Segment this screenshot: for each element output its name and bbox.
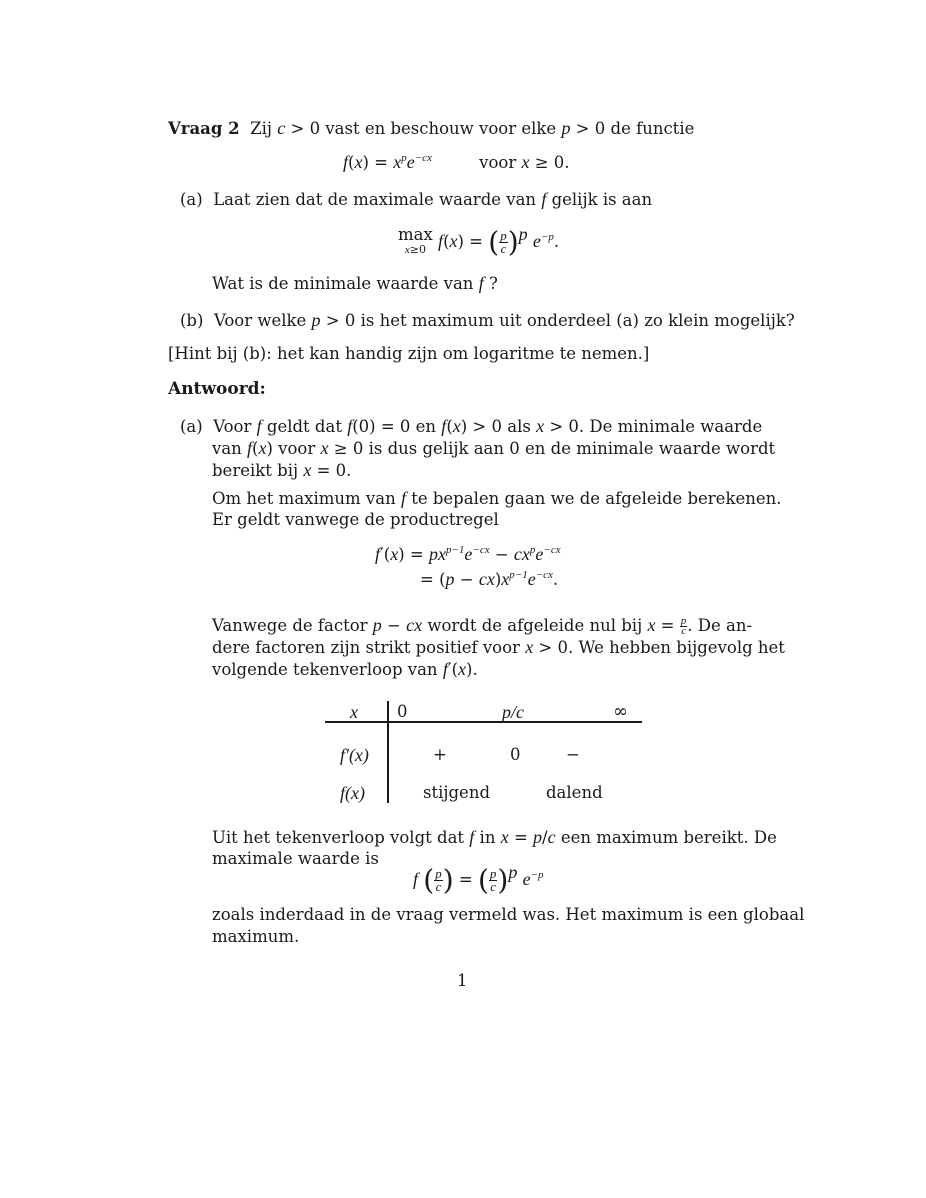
table-increasing: stijgend <box>423 783 491 802</box>
table-row-derivative-label: f′(x) <box>340 745 369 765</box>
table-row-function-label: f(x) <box>340 783 365 803</box>
answer-p5-line1: zoals inderdaad in de vraag vermeld was. Het maximum is een globaal <box>212 905 805 924</box>
answer-p5-line2: maximum. <box>212 927 300 946</box>
table-vertical-rule <box>387 701 389 803</box>
question-label: Vraag 2 <box>168 119 240 138</box>
table-horizontal-rule <box>325 721 642 723</box>
question-intro: Vraag 2 Zij c > 0 vast en beschouw voor elke p > 0 de functie <box>168 118 695 138</box>
table-header-x: x <box>350 702 358 722</box>
answer-p1-line2: van f(x) voor x ≥ 0 is dus gelijk aan 0 en de minimale waarde wordt <box>212 438 776 458</box>
answer-p4-line1: Uit het tekenverloop volgt dat f in x = p/c een maximum bereikt. De <box>212 827 777 847</box>
derivative-line2: = $(p - cx)x^{p-1}e^{-cx}$. <box>420 569 559 589</box>
function-definition: $f(x) = x^pe^{-cx}$ voor x ≥ 0. <box>343 152 570 172</box>
answer-p1-line3: bereikt bij x = 0. <box>212 460 352 480</box>
table-header-pc: p/c <box>502 702 524 722</box>
table-zero: 0 <box>510 745 521 764</box>
answer-p4-line2: maximale waarde is <box>212 849 379 868</box>
part-a-question: (a) Laat zien dat de maximale waarde van f gelijk is aan <box>180 189 653 209</box>
part-b-question: (b) Voor welke p > 0 is het maximum uit onderdeel (a) zo klein mogelijk? <box>180 310 795 330</box>
max-formula: max x≥0 f(x) = ( $\frac{p}{c}$ )$^p$ $e^{-p}$. <box>398 224 560 259</box>
derivative-line1: $f'(x) = px^{p-1}e^{-cx} - cx^pe^{-cx}$ <box>375 544 561 564</box>
table-header-zero: 0 <box>397 702 408 721</box>
max-value-formula: f ( $\frac{p}{c}$ ) = ( $\frac{p}{c}$ )$^p$ $e^{-p}$ <box>413 862 544 897</box>
answer-p2-line1: Om het maximum van f te bepalen gaan we de afgeleide berekenen. <box>212 488 782 508</box>
answer-p3-line3: volgende tekenverloop van f′(x). <box>212 659 478 679</box>
table-decreasing: dalend <box>546 783 603 802</box>
answer-p3-line2: dere factoren zijn strikt positief voor x > 0. We hebben bijgevolg het <box>212 637 785 657</box>
table-header-infinity: ∞ <box>613 701 628 722</box>
answer-p2-line2: Er geldt vanwege de productregel <box>212 510 499 529</box>
answer-p1-line1: (a) Voor f geldt dat f(0) = 0 en f(x) > 0 als x > 0. De minimale waarde <box>180 416 763 436</box>
page-number: 1 <box>457 971 468 990</box>
answer-p3-line1: Vanwege de factor p − cx wordt de afgeleide nul bij x = $\frac{p}{c}$ . De an- <box>212 615 753 637</box>
table-minus-sign: − <box>566 745 580 764</box>
answer-heading: Antwoord: <box>168 379 266 399</box>
hint: [Hint bij (b): het kan handig zijn om logaritme te nemen.] <box>168 344 650 363</box>
table-plus-sign: + <box>433 745 447 764</box>
part-a-min-question: Wat is de minimale waarde van f ? <box>212 273 498 293</box>
